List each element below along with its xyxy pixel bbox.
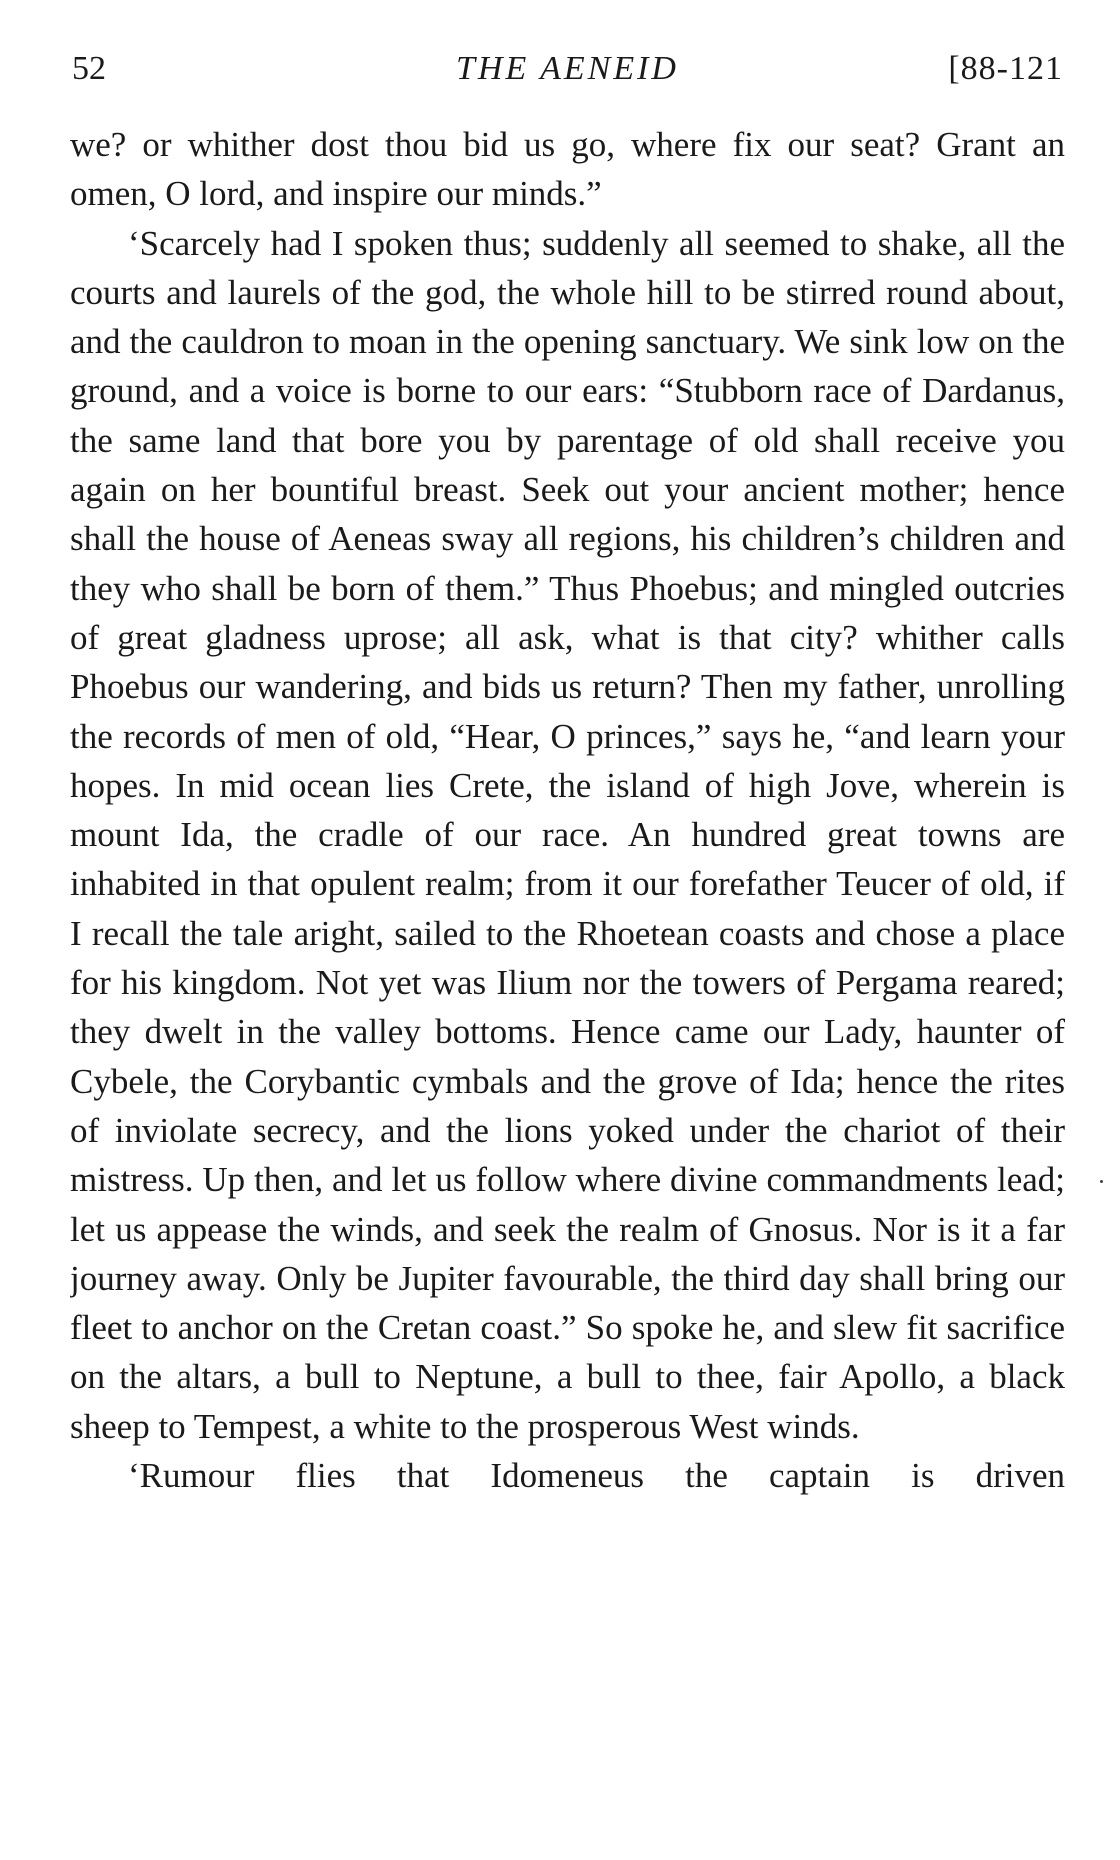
book-title: THE AENEID	[456, 50, 679, 87]
paragraph-continuation: we? or whither dost thou bid us go, where fix our seat? Grant an omen, O lord, and inspire our minds.”	[70, 125, 1065, 214]
paragraph-rumour: ‘Rumour flies that Idomeneus the captain is driven	[128, 1456, 1065, 1496]
line-range: [88-121	[948, 50, 1063, 87]
margin-speck	[1100, 1180, 1103, 1183]
running-head	[70, 40, 1065, 98]
paragraph-oracle: ‘Scarcely had I spoken thus; suddenly all seemed to shake, all the courts and laurels of the god, the whole hill to be stirred round about, and the cauldron to moan in the opening sanctuary. We sink low on the ground, and a voice is borne to our ears: “Stubborn race of Dardanus, the same land that bore you by parentage of old shall receive you again on her bountiful breast. Seek out your ancient mother; hence shall the house of Aeneas sway all regions, his children’s children and they who shall be born of them.” Thus Phoebus; and mingled outcries of great gladness uprose; all ask, what is that city? whither calls Phoebus our wandering, and bids us return? Then my father, unrolling the records of men of old, “Hear, O princes,” says he, “and learn your hopes. In mid ocean lies Crete, the island of high Jove, wherein is mount Ida, the cradle of our race. An hundred great towns are inhabited in that opulent realm; from it our forefather Teucer of old, if I recall the tale aright, sailed to the Rhoetean coasts and chose a place for his kingdom. Not yet was Ilium nor the towers of Pergama reared; they dwelt in the valley bottoms. Hence came our Lady, haunter of Cybele, the Corybantic cymbals and the grove of Ida; hence the rites of inviolate secrecy, and the lions yoked under the chariot of their mistress. Up then, and let us follow where divine commandments lead; let us appease the winds, and seek the realm of Gnosus. Nor is it a far journey away. Only be Jupiter favourable, the third day shall bring our fleet to anchor on the Cretan coast.” So spoke he, and slew fit sacrifice on the altars, a bull to Neptune, a bull to thee, fair Apollo, a black sheep to Tempest, a white to the prosperous West winds.	[70, 223, 1065, 1446]
body-text	[70, 120, 1065, 1500]
book-page	[70, 40, 1065, 1830]
page-number: 52	[72, 50, 106, 87]
